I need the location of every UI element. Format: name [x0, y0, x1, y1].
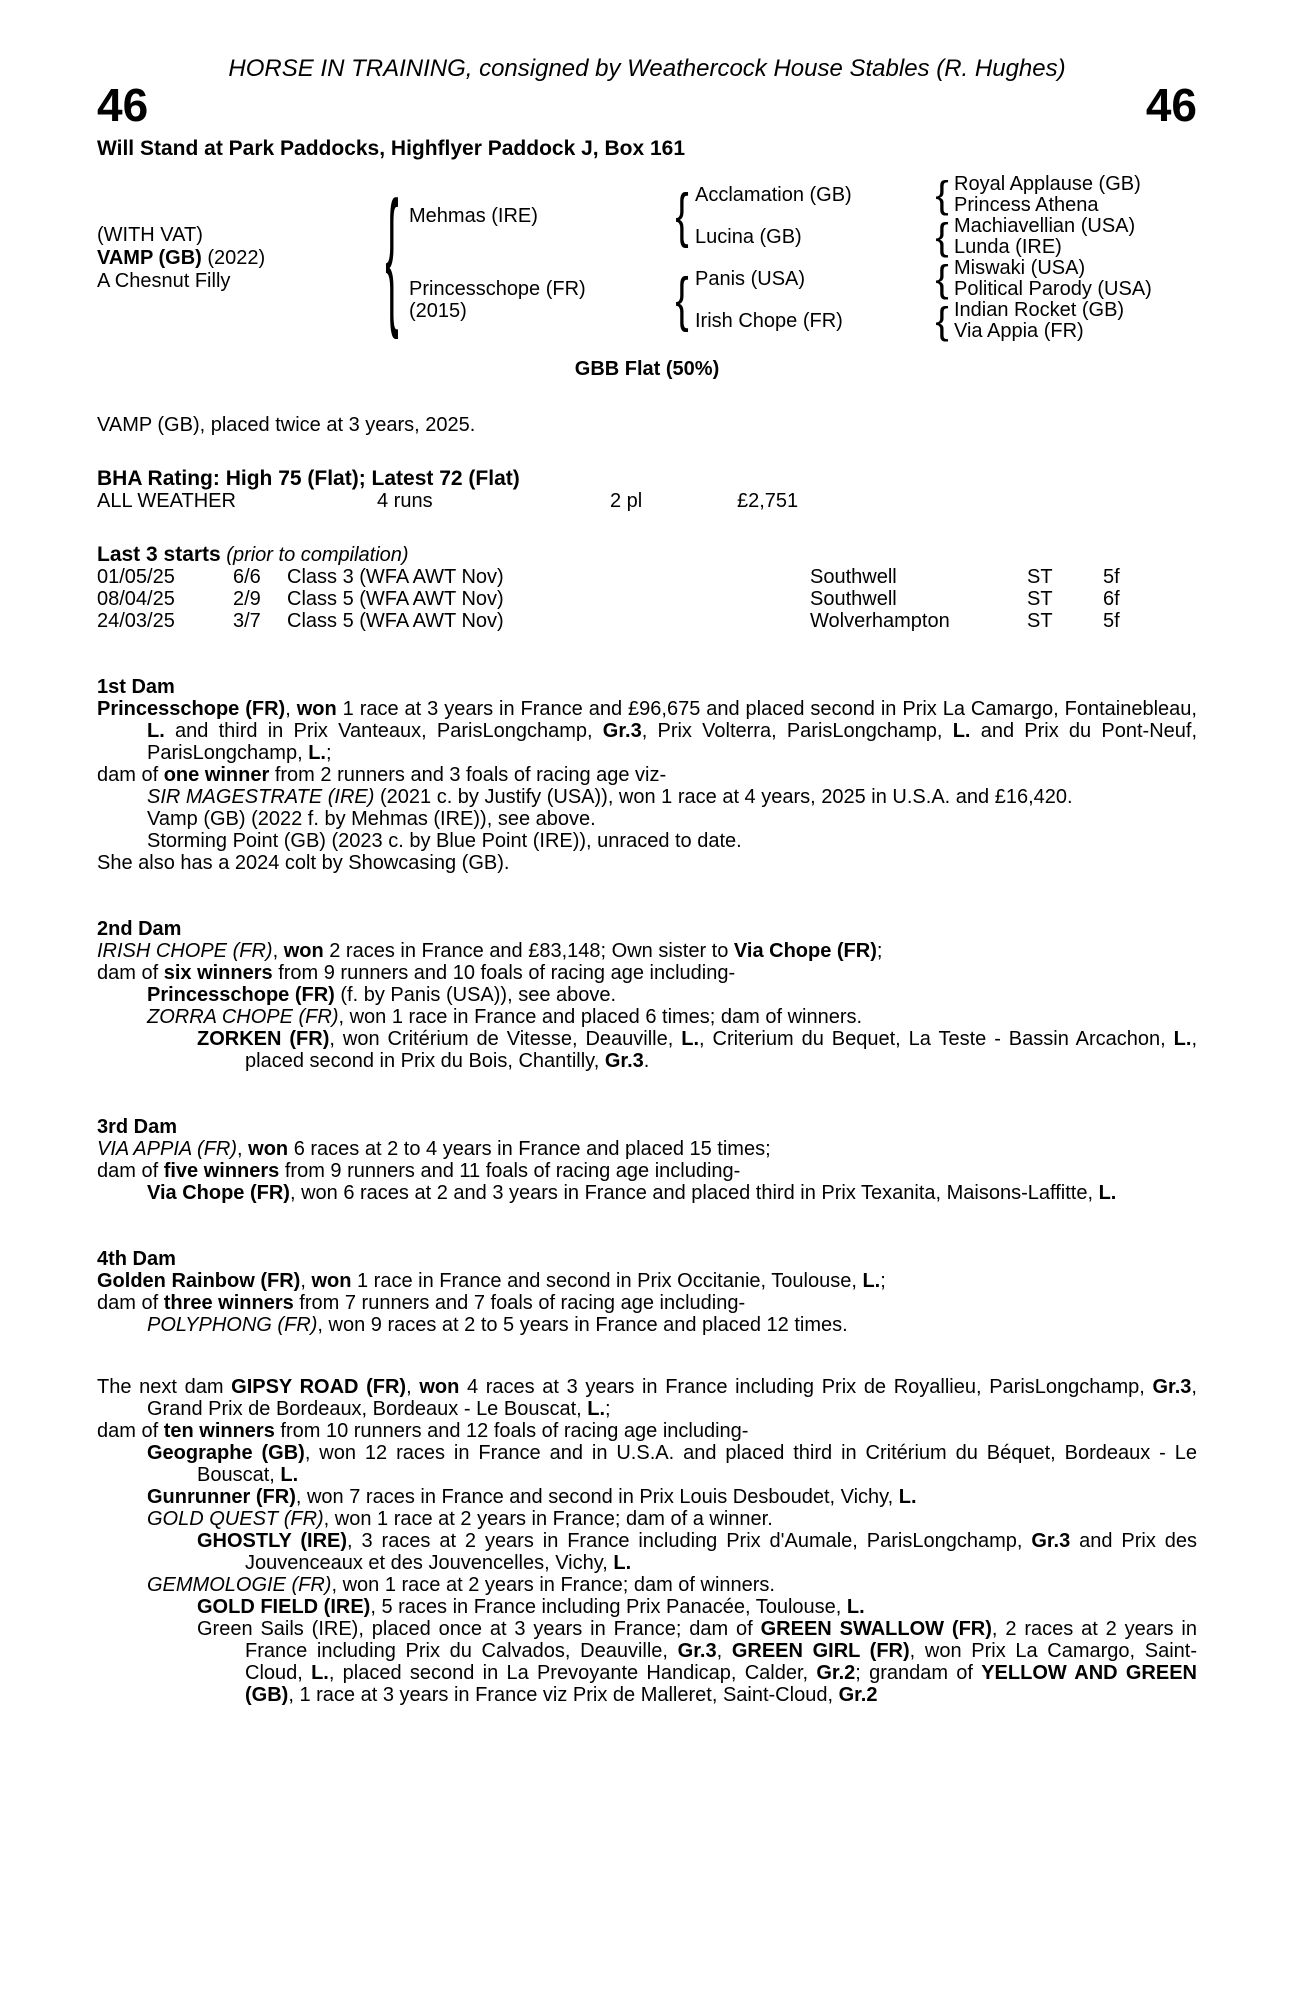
- pedigree-paragraph: ZORKEN (FR), won Critérium de Vitesse, Deauville, L., Criterium du Bequet, La Teste - Bassin Arcachon, L., placed second in Prix du Bois, Chantilly, Gr.3.: [197, 1028, 1197, 1072]
- dam-name-block: [409, 278, 669, 322]
- dam-dam-group: [695, 300, 1197, 342]
- pedigree-paragraph: Princesschope (FR), won 1 race at 3 years in France and £96,675 and placed second in Prix La Camargo, Fontainebleau, L. and third in Prix Vanteaux, ParisLongchamp, Gr.3, Prix Volterra, ParisLongchamp, L. and Prix du Pont-Neuf, ParisLongchamp, L.;: [97, 698, 1197, 764]
- dam-heading: 3rd Dam: [97, 1116, 178, 1138]
- dam-sire-name: Panis (USA): [695, 268, 806, 290]
- pedigree-paragraph: Green Sails (IRE), placed once at 3 years in France; dam of GREEN SWALLOW (FR), 2 races at 2 years in France including Prix du Calvados, Deauville, Gr.3, GREEN GIRL (FR), won Prix La Camargo, Saint-Cloud, L., placed second in La Prevoyante Handicap, Calder, Gr.2; grandam of YELLOW AND GREEN (GB), 1 race at 3 years in France viz Prix de Malleret, Saint-Cloud, Gr.2: [197, 1618, 1198, 1706]
- record-row: [97, 490, 1197, 512]
- start-course: Southwell: [810, 588, 897, 610]
- start-position: 6/6: [233, 566, 261, 588]
- vat-note: (WITH VAT): [97, 223, 203, 246]
- sire-group: [409, 174, 1197, 258]
- pedigree-paragraph: GEMMOLOGIE (FR), won 1 race at 2 years in France; dam of winners.: [147, 1574, 775, 1596]
- dam-sire-dam: Political Parody (USA): [954, 278, 1152, 300]
- dam-dam-name: Irish Chope (FR): [695, 310, 843, 332]
- dam-heading: 2nd Dam: [97, 918, 182, 940]
- start-race: Class 5 (WFA AWT Nov): [287, 588, 504, 610]
- last-starts-title: Last 3 starts: [97, 543, 221, 566]
- start-row: [97, 610, 1197, 632]
- dam-section: [97, 918, 1197, 1072]
- start-distance: 5f: [1103, 610, 1120, 632]
- dam-sire-sire: Miswaki (USA): [954, 257, 1086, 279]
- pedigree-paragraph: The next dam GIPSY ROAD (FR), won 4 races at 3 years in France including Prix de Royallieu, ParisLongchamp, Gr.3, Grand Prix de Bordeaux, Bordeaux - Le Bouscat, L.;: [97, 1376, 1197, 1420]
- pedigree-paragraph: POLYPHONG (FR), won 9 races at 2 to 5 years in France and placed 12 times.: [147, 1314, 848, 1336]
- dam-section: [97, 1248, 1197, 1336]
- pedigree-root-brace: {: [385, 174, 399, 342]
- pedigree-paragraph: GHOSTLY (IRE), 3 races at 2 years in France including Prix d'Aumale, ParisLongchamp, Gr.3 and Prix des Jouvenceaux et des Jouvencelles, Vichy, L.: [197, 1530, 1197, 1574]
- start-position: 2/9: [233, 588, 261, 610]
- start-row: [97, 588, 1197, 610]
- sire-sire-brace: {: [935, 174, 949, 216]
- dam-section: [97, 676, 1197, 874]
- dam-group: [409, 258, 1197, 342]
- pedigree-paragraph: Storming Point (GB) (2023 c. by Blue Point (IRE)), unraced to date.: [147, 830, 742, 852]
- start-date: 01/05/25: [97, 566, 175, 588]
- start-course: Wolverhampton: [810, 610, 950, 632]
- start-surface: ST: [1027, 566, 1053, 588]
- pedigree-paragraph: Via Chope (FR), won 6 races at 2 and 3 years in France and placed third in Prix Texanita, Maisons-Laffitte, L.: [147, 1182, 1117, 1204]
- pedigree-paragraph: GOLD FIELD (IRE), 5 races in France including Prix Panacée, Toulouse, L.: [197, 1596, 865, 1618]
- last-starts-block: [97, 544, 1197, 632]
- pedigree-paragraph: dam of five winners from 9 runners and 11 foals of racing age including-: [97, 1160, 741, 1182]
- dam-sire-group: [695, 258, 1197, 300]
- lot-number-left: 46: [97, 79, 149, 131]
- pedigree-generations: [409, 174, 1197, 342]
- stand-location-line: Will Stand at Park Paddocks, Highflyer Paddock J, Box 161: [97, 137, 685, 160]
- start-date: 24/03/25: [97, 610, 175, 632]
- dam-section: [97, 1116, 1197, 1204]
- dam-name: Princesschope (FR): [409, 278, 586, 300]
- start-surface: ST: [1027, 588, 1053, 610]
- last-starts-note: (prior to compilation): [226, 544, 409, 566]
- dam-brace: {: [675, 267, 689, 333]
- pedigree-paragraph: Gunrunner (FR), won 7 races in France and second in Prix Louis Desboudet, Vichy, L.: [147, 1486, 917, 1508]
- record-runs: 4 runs: [377, 490, 433, 512]
- sire-name: Mehmas (IRE): [409, 205, 538, 227]
- lot-number-right: 46: [1145, 79, 1197, 131]
- start-distance: 6f: [1103, 588, 1120, 610]
- dam-section: [97, 1376, 1197, 1706]
- pedigree-paragraph: Princesschope (FR) (f. by Panis (USA)), see above.: [147, 984, 617, 1006]
- record-surface: ALL WEATHER: [97, 490, 236, 512]
- sire-dam-group: [695, 216, 1197, 258]
- sire-dam-dam: Lunda (IRE): [954, 236, 1062, 258]
- record-places: 2 pl: [610, 490, 643, 512]
- start-surface: ST: [1027, 610, 1053, 632]
- start-course: Southwell: [810, 566, 897, 588]
- dam-heading: 1st Dam: [97, 676, 175, 698]
- start-date: 08/04/25: [97, 588, 175, 610]
- dam-year: (2015): [409, 300, 467, 322]
- sire-sire-dam: Princess Athena: [954, 194, 1099, 216]
- pedigree-paragraph: Geographe (GB), won 12 races in France and in U.S.A. and placed third in Critérium du Béquet, Bordeaux - Le Bouscat, L.: [147, 1442, 1198, 1486]
- horse-year: (2022): [207, 246, 266, 269]
- dam-sire-brace: {: [935, 258, 949, 300]
- horse-identity: [97, 224, 375, 293]
- dam-dam-brace: {: [935, 300, 949, 342]
- horse-description: A Chesnut Filly: [97, 269, 231, 292]
- pedigree-paragraph: Vamp (GB) (2022 f. by Mehmas (IRE)), see above.: [147, 808, 596, 830]
- pedigree-paragraph: dam of ten winners from 10 runners and 12 foals of racing age including-: [97, 1420, 749, 1442]
- consignor-line: HORSE IN TRAINING, consigned by Weathercock House Stables (R. Hughes): [228, 55, 1066, 82]
- pedigree-paragraph: ZORRA CHOPE (FR), won 1 race in France and placed 6 times; dam of winners.: [147, 1006, 863, 1028]
- horse-name: VAMP (GB): [97, 246, 202, 269]
- sire-sire-group: [695, 174, 1197, 216]
- start-row: [97, 566, 1197, 588]
- dam-sections: [97, 676, 1197, 1706]
- start-position: 3/7: [233, 610, 261, 632]
- dam-heading: 4th Dam: [97, 1248, 176, 1270]
- pedigree-paragraph: GOLD QUEST (FR), won 1 race at 2 years in France; dam of a winner.: [147, 1508, 773, 1530]
- sire-dam-sire: Machiavellian (USA): [954, 215, 1136, 237]
- sire-sire-name: Acclamation (GB): [695, 184, 852, 206]
- pedigree-paragraph: dam of one winner from 2 runners and 3 foals of racing age viz-: [97, 764, 667, 786]
- pedigree-paragraph: dam of three winners from 7 runners and 7 foals of racing age including-: [97, 1292, 746, 1314]
- pedigree-paragraph: SIR MAGESTRATE (IRE) (2021 c. by Justify (USA)), won 1 race at 4 years, 2025 in U.S.A. and £16,420.: [147, 786, 1073, 808]
- pedigree-paragraph: dam of six winners from 9 runners and 10 foals of racing age including-: [97, 962, 736, 984]
- horse-name-line: [97, 247, 375, 270]
- dam-dam-dam: Via Appia (FR): [954, 320, 1084, 342]
- last-starts-heading: [97, 544, 1197, 566]
- gbb-eligibility-line: GBB Flat (50%): [574, 358, 720, 380]
- sire-sire-sire: Royal Applause (GB): [954, 173, 1141, 195]
- pedigree-paragraph: IRISH CHOPE (FR), won 2 races in France and £83,148; Own sister to Via Chope (FR);: [97, 940, 883, 962]
- pedigree-table: [97, 172, 1197, 344]
- sire-dam-name: Lucina (GB): [695, 226, 802, 248]
- start-distance: 5f: [1103, 566, 1120, 588]
- sire-brace: {: [675, 183, 689, 249]
- dam-dam-sire: Indian Rocket (GB): [954, 299, 1125, 321]
- record-earnings: £2,751: [737, 490, 799, 512]
- bha-rating-line: BHA Rating: High 75 (Flat); Latest 72 (Flat): [97, 467, 520, 490]
- start-race: Class 5 (WFA AWT Nov): [287, 610, 504, 632]
- start-race: Class 3 (WFA AWT Nov): [287, 566, 504, 588]
- pedigree-paragraph: She also has a 2024 colt by Showcasing (GB).: [97, 852, 510, 874]
- sire-dam-brace: {: [935, 216, 949, 258]
- race-summary-line: VAMP (GB), placed twice at 3 years, 2025.: [97, 414, 476, 436]
- pedigree-paragraph: Golden Rainbow (FR), won 1 race in France and second in Prix Occitanie, Toulouse, L.;: [97, 1270, 886, 1292]
- lot-number-row: [97, 79, 1197, 131]
- pedigree-paragraph: VIA APPIA (FR), won 6 races at 2 to 4 years in France and placed 15 times;: [97, 1138, 771, 1160]
